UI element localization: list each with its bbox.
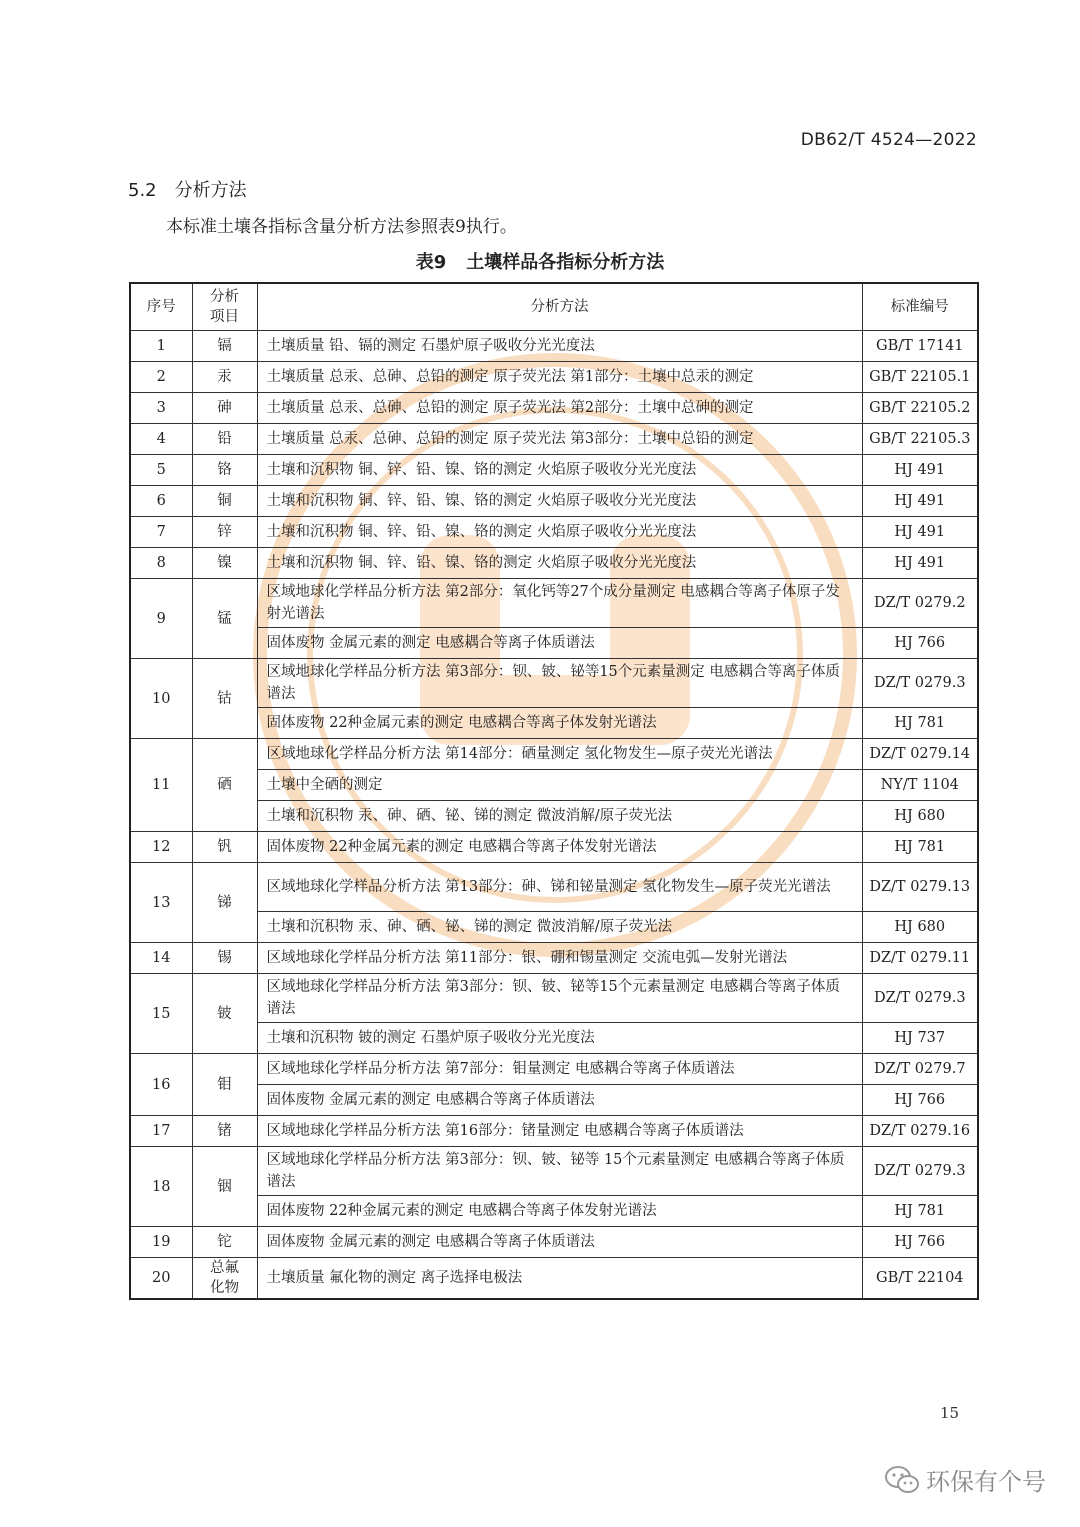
cell-method: 区域地球化学样品分析方法 第3部分：钡、铍、铋等15个元素量测定 电感耦合等离子体质谱法 bbox=[257, 974, 862, 1023]
cell-item: 锗 bbox=[192, 1116, 257, 1147]
cell-item: 铅 bbox=[192, 424, 257, 455]
cell-standard: DZ/T 0279.16 bbox=[862, 1116, 978, 1147]
table-row bbox=[130, 331, 978, 362]
cell-seq: 10 bbox=[130, 659, 192, 739]
cell-seq: 20 bbox=[130, 1258, 192, 1300]
cell-method: 区域地球化学样品分析方法 第2部分：氧化钙等27个成分量测定 电感耦合等离子体原子发射光谱法 bbox=[257, 579, 862, 628]
table-row bbox=[130, 517, 978, 548]
cell-item: 铜 bbox=[192, 486, 257, 517]
table-row bbox=[130, 1147, 978, 1196]
cell-seq: 18 bbox=[130, 1147, 192, 1227]
section-title: 分析方法 bbox=[174, 180, 247, 201]
cell-item: 硒 bbox=[192, 739, 257, 832]
cell-item: 镉 bbox=[192, 331, 257, 362]
cell-item: 锡 bbox=[192, 943, 257, 974]
cell-standard: GB/T 22104 bbox=[862, 1258, 978, 1300]
table-row bbox=[130, 912, 978, 943]
cell-standard: GB/T 22105.2 bbox=[862, 393, 978, 424]
cell-method: 固体废物 22种金属元素的测定 电感耦合等离子体发射光谱法 bbox=[257, 832, 862, 863]
table-row bbox=[130, 362, 978, 393]
cell-standard: HJ 766 bbox=[862, 628, 978, 659]
cell-standard: HJ 781 bbox=[862, 708, 978, 739]
table-row bbox=[130, 739, 978, 770]
cell-method: 土壤和沉积物 铍的测定 石墨炉原子吸收分光光度法 bbox=[257, 1023, 862, 1054]
document-code: DB62/T 4524—2022 bbox=[800, 130, 977, 150]
cell-standard: HJ 737 bbox=[862, 1023, 978, 1054]
cell-seq: 3 bbox=[130, 393, 192, 424]
table-row bbox=[130, 1196, 978, 1227]
cell-seq: 4 bbox=[130, 424, 192, 455]
cell-standard: GB/T 17141 bbox=[862, 331, 978, 362]
table-header-row bbox=[130, 283, 978, 331]
cell-seq: 12 bbox=[130, 832, 192, 863]
table-row bbox=[130, 974, 978, 1023]
cell-method: 土壤质量 总汞、总砷、总铅的测定 原子荧光法 第3部分：土壤中总铅的测定 bbox=[257, 424, 862, 455]
table-row bbox=[130, 1085, 978, 1116]
table-row bbox=[130, 770, 978, 801]
cell-item: 锑 bbox=[192, 863, 257, 943]
page-number: 15 bbox=[940, 1404, 960, 1422]
table-row bbox=[130, 424, 978, 455]
cell-standard: HJ 766 bbox=[862, 1085, 978, 1116]
wechat-icon bbox=[884, 1465, 920, 1501]
header-item-line2: 项目 bbox=[210, 309, 239, 325]
header-item bbox=[192, 283, 257, 331]
cell-standard: HJ 680 bbox=[862, 912, 978, 943]
cell-standard: HJ 781 bbox=[862, 832, 978, 863]
table-row bbox=[130, 801, 978, 832]
table-row bbox=[130, 708, 978, 739]
cell-method: 固体废物 金属元素的测定 电感耦合等离子体质谱法 bbox=[257, 628, 862, 659]
cell-seq: 8 bbox=[130, 548, 192, 579]
cell-method: 区域地球化学样品分析方法 第16部分：锗量测定 电感耦合等离子体质谱法 bbox=[257, 1116, 862, 1147]
cell-seq: 6 bbox=[130, 486, 192, 517]
header-item-line1: 分析 bbox=[210, 289, 239, 305]
cell-item: 铊 bbox=[192, 1227, 257, 1258]
cell-method: 固体废物 22种金属元素的测定 电感耦合等离子体发射光谱法 bbox=[257, 708, 862, 739]
header-method: 分析方法 bbox=[257, 283, 862, 331]
cell-method: 土壤质量 总汞、总砷、总铅的测定 原子荧光法 第1部分：土壤中总汞的测定 bbox=[257, 362, 862, 393]
header-seq: 序号 bbox=[130, 283, 192, 331]
cell-standard: DZ/T 0279.14 bbox=[862, 739, 978, 770]
intro-paragraph: 本标准土壤各指标含量分析方法参照表9执行。 bbox=[166, 217, 517, 237]
table-row bbox=[130, 943, 978, 974]
cell-seq: 5 bbox=[130, 455, 192, 486]
table-row bbox=[130, 579, 978, 628]
cell-method: 区域地球化学样品分析方法 第3部分：钡、铍、铋等15个元素量测定 电感耦合等离子体质谱法 bbox=[257, 659, 862, 708]
table-row bbox=[130, 548, 978, 579]
cell-standard: GB/T 22105.3 bbox=[862, 424, 978, 455]
cell-seq: 15 bbox=[130, 974, 192, 1054]
cell-method: 土壤和沉积物 铜、锌、铅、镍、铬的测定 火焰原子吸收分光光度法 bbox=[257, 455, 862, 486]
table-row bbox=[130, 659, 978, 708]
cell-method: 区域地球化学样品分析方法 第7部分：钼量测定 电感耦合等离子体质谱法 bbox=[257, 1054, 862, 1085]
cell-method: 固体废物 22种金属元素的测定 电感耦合等离子体发射光谱法 bbox=[257, 1196, 862, 1227]
cell-seq: 13 bbox=[130, 863, 192, 943]
cell-standard: DZ/T 0279.3 bbox=[862, 974, 978, 1023]
table-row bbox=[130, 832, 978, 863]
cell-seq: 16 bbox=[130, 1054, 192, 1116]
cell-method: 区域地球化学样品分析方法 第14部分：硒量测定 氢化物发生—原子荧光光谱法 bbox=[257, 739, 862, 770]
cell-seq: 2 bbox=[130, 362, 192, 393]
table-body bbox=[130, 331, 978, 1300]
table-row bbox=[130, 1227, 978, 1258]
cell-method: 土壤和沉积物 铜、锌、铅、镍、铬的测定 火焰原子吸收分光光度法 bbox=[257, 486, 862, 517]
cell-seq: 7 bbox=[130, 517, 192, 548]
cell-standard: HJ 491 bbox=[862, 517, 978, 548]
cell-standard: DZ/T 0279.3 bbox=[862, 1147, 978, 1196]
cell-item: 钒 bbox=[192, 832, 257, 863]
cell-item: 汞 bbox=[192, 362, 257, 393]
cell-standard: NY/T 1104 bbox=[862, 770, 978, 801]
cell-method: 土壤质量 铅、镉的测定 石墨炉原子吸收分光光度法 bbox=[257, 331, 862, 362]
table-caption-number: 表9 bbox=[415, 252, 447, 273]
cell-standard: DZ/T 0279.7 bbox=[862, 1054, 978, 1085]
cell-seq: 1 bbox=[130, 331, 192, 362]
cell-method: 土壤和沉积物 铜、锌、铅、镍、铬的测定 火焰原子吸收分光光度法 bbox=[257, 517, 862, 548]
cell-standard: HJ 680 bbox=[862, 801, 978, 832]
watermark bbox=[884, 1462, 1046, 1501]
cell-method: 区域地球化学样品分析方法 第3部分：钡、铍、铋等 15个元素量测定 电感耦合等离子体质谱法 bbox=[257, 1147, 862, 1196]
cell-item: 铟 bbox=[192, 1147, 257, 1227]
section-heading bbox=[128, 176, 247, 202]
table-row bbox=[130, 1116, 978, 1147]
cell-standard: DZ/T 0279.3 bbox=[862, 659, 978, 708]
analysis-method-table bbox=[129, 282, 979, 1300]
cell-item: 锰 bbox=[192, 579, 257, 659]
cell-item: 钴 bbox=[192, 659, 257, 739]
table-row bbox=[130, 1258, 978, 1300]
cell-method: 土壤和沉积物 汞、砷、硒、铋、锑的测定 微波消解/原子荧光法 bbox=[257, 912, 862, 943]
table-row bbox=[130, 1023, 978, 1054]
table-caption-title: 土壤样品各指标分析方法 bbox=[466, 252, 665, 273]
cell-standard: HJ 781 bbox=[862, 1196, 978, 1227]
cell-standard: DZ/T 0279.13 bbox=[862, 863, 978, 912]
cell-standard: DZ/T 0279.2 bbox=[862, 579, 978, 628]
section-number: 5.2 bbox=[128, 180, 157, 201]
cell-method: 固体废物 金属元素的测定 电感耦合等离子体质谱法 bbox=[257, 1085, 862, 1116]
watermark-text: 环保有个号 bbox=[926, 1468, 1046, 1496]
cell-standard: HJ 491 bbox=[862, 548, 978, 579]
cell-method: 土壤质量 总汞、总砷、总铅的测定 原子荧光法 第2部分：土壤中总砷的测定 bbox=[257, 393, 862, 424]
cell-method: 区域地球化学样品分析方法 第13部分：砷、锑和铋量测定 氢化物发生—原子荧光光谱法 bbox=[257, 863, 862, 912]
cell-method: 土壤和沉积物 汞、砷、硒、铋、锑的测定 微波消解/原子荧光法 bbox=[257, 801, 862, 832]
table-row bbox=[130, 1054, 978, 1085]
cell-standard: HJ 491 bbox=[862, 455, 978, 486]
cell-seq: 14 bbox=[130, 943, 192, 974]
cell-item: 钼 bbox=[192, 1054, 257, 1116]
cell-seq: 11 bbox=[130, 739, 192, 832]
table-row bbox=[130, 863, 978, 912]
cell-method: 土壤质量 氟化物的测定 离子选择电极法 bbox=[257, 1258, 862, 1300]
cell-seq: 19 bbox=[130, 1227, 192, 1258]
cell-standard: HJ 766 bbox=[862, 1227, 978, 1258]
cell-method: 固体废物 金属元素的测定 电感耦合等离子体质谱法 bbox=[257, 1227, 862, 1258]
cell-standard: HJ 491 bbox=[862, 486, 978, 517]
table-row bbox=[130, 486, 978, 517]
cell-item: 铬 bbox=[192, 455, 257, 486]
cell-method: 土壤和沉积物 铜、锌、铅、镍、铬的测定 火焰原子吸收分光光度法 bbox=[257, 548, 862, 579]
cell-item: 总氟化物 bbox=[192, 1258, 257, 1300]
cell-item: 铍 bbox=[192, 974, 257, 1054]
cell-method: 区域地球化学样品分析方法 第11部分：银、硼和锡量测定 交流电弧—发射光谱法 bbox=[257, 943, 862, 974]
cell-item: 锌 bbox=[192, 517, 257, 548]
cell-standard: DZ/T 0279.11 bbox=[862, 943, 978, 974]
table-row bbox=[130, 628, 978, 659]
table-row bbox=[130, 455, 978, 486]
cell-standard: GB/T 22105.1 bbox=[862, 362, 978, 393]
header-standard: 标准编号 bbox=[862, 283, 978, 331]
table-row bbox=[130, 393, 978, 424]
table-caption bbox=[0, 248, 1080, 274]
cell-seq: 17 bbox=[130, 1116, 192, 1147]
cell-method: 土壤中全硒的测定 bbox=[257, 770, 862, 801]
cell-item: 镍 bbox=[192, 548, 257, 579]
cell-seq: 9 bbox=[130, 579, 192, 659]
cell-item: 砷 bbox=[192, 393, 257, 424]
